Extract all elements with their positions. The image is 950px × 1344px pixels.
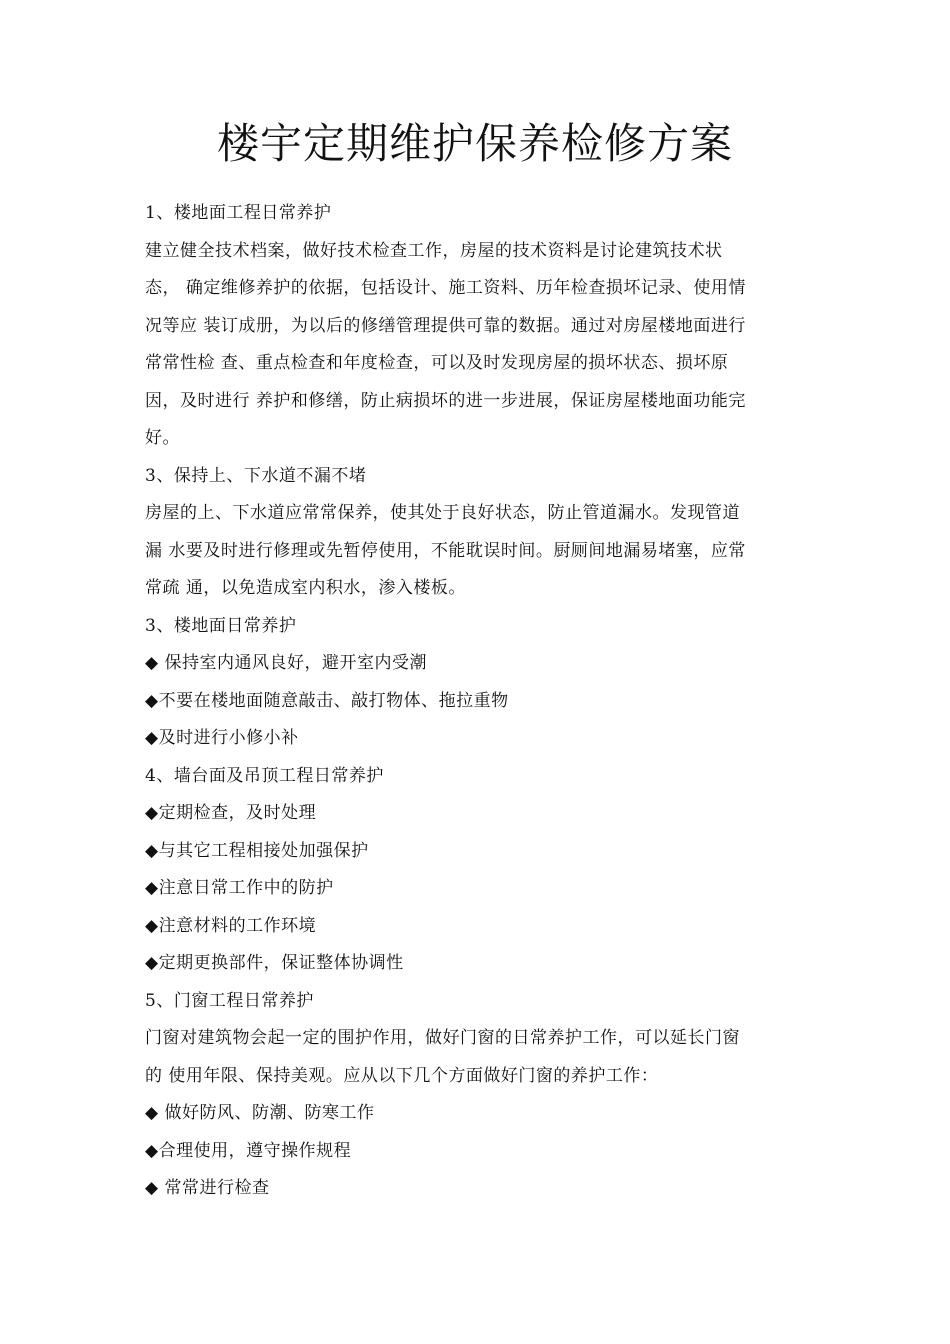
paragraph-line: 因，及时进行 养护和修缮，防止病损坏的进一步进展，保证房屋楼地面功能完 [145,390,746,411]
bullet-item: ◆不要在楼地面随意敲击、敲打物体、拖拉重物 [145,690,509,711]
bullet-item: ◆定期检查，及时处理 [145,803,317,823]
section-heading-floor-maintenance: 1、楼地面工程日常养护 [145,203,332,223]
bullet-item: ◆注意材料的工作环境 [145,915,317,936]
paragraph-line: 的 使用年限、保持美观。应从以下几个方面做好门窗的养护工作： [145,1065,659,1086]
paragraph-line: 好。 [145,428,180,448]
section-heading-walls-ceilings: 4、墙台面及吊顶工程日常养护 [145,765,384,786]
bullet-item: ◆合理使用，遵守操作规程 [145,1140,352,1161]
paragraph-line: 常疏 通，以免造成室内积水，渗入楼板。 [145,578,466,598]
paragraph-line: 门窗对建筑物会起一定的围护作用，做好门窗的日常养护工作，可以延长门窗 [145,1028,740,1048]
bullet-item: ◆定期更换部件，保证整体协调性 [145,953,404,973]
bullet-item: ◆与其它工程相接处加强保护 [145,840,369,861]
bullet-item: ◆ 保持室内通风良好，避开室内受潮 [145,653,427,673]
section-heading-floor-daily-care: 3、楼地面日常养护 [145,615,297,636]
paragraph-line: 漏 水要及时进行修理或先暂停使用，不能耽误时间。厨厕间地漏易堵塞，应常 [145,540,746,561]
bullet-item: ◆及时进行小修小补 [145,728,299,748]
document-body [145,195,807,1208]
bullet-item: ◆ 常常进行检查 [145,1178,270,1198]
paragraph-line: 建立健全技术档案，做好技术检查工作，房屋的技术资料是讨论建筑技术状 [145,240,723,261]
bullet-item: ◆注意日常工作中的防护 [145,878,334,898]
document-title: 楼宇定期维护保养检修方案 [216,119,733,168]
paragraph-line: 态， 确定维修养护的依据，包括设计、施工资料、历年检查损坏记录、使用情 [145,278,746,298]
bullet-item: ◆ 做好防风、防潮、防寒工作 [145,1103,375,1123]
paragraph-line: 常常性检 查、重点检查和年度检查，可以及时发现房屋的损坏状态、损坏原 [145,353,729,373]
section-heading-doors-windows: 5、门窗工程日常养护 [145,990,314,1011]
paragraph-line: 房屋的上、下水道应常常保养，使其处于良好状态，防止管道漏水。发现管道 [145,503,740,523]
section-heading-water-pipes: 3、保持上、下水道不漏不堵 [145,465,367,486]
paragraph-line: 况等应 装订成册，为以后的修缮管理提供可靠的数据。通过对房屋楼地面进行 [145,315,746,336]
